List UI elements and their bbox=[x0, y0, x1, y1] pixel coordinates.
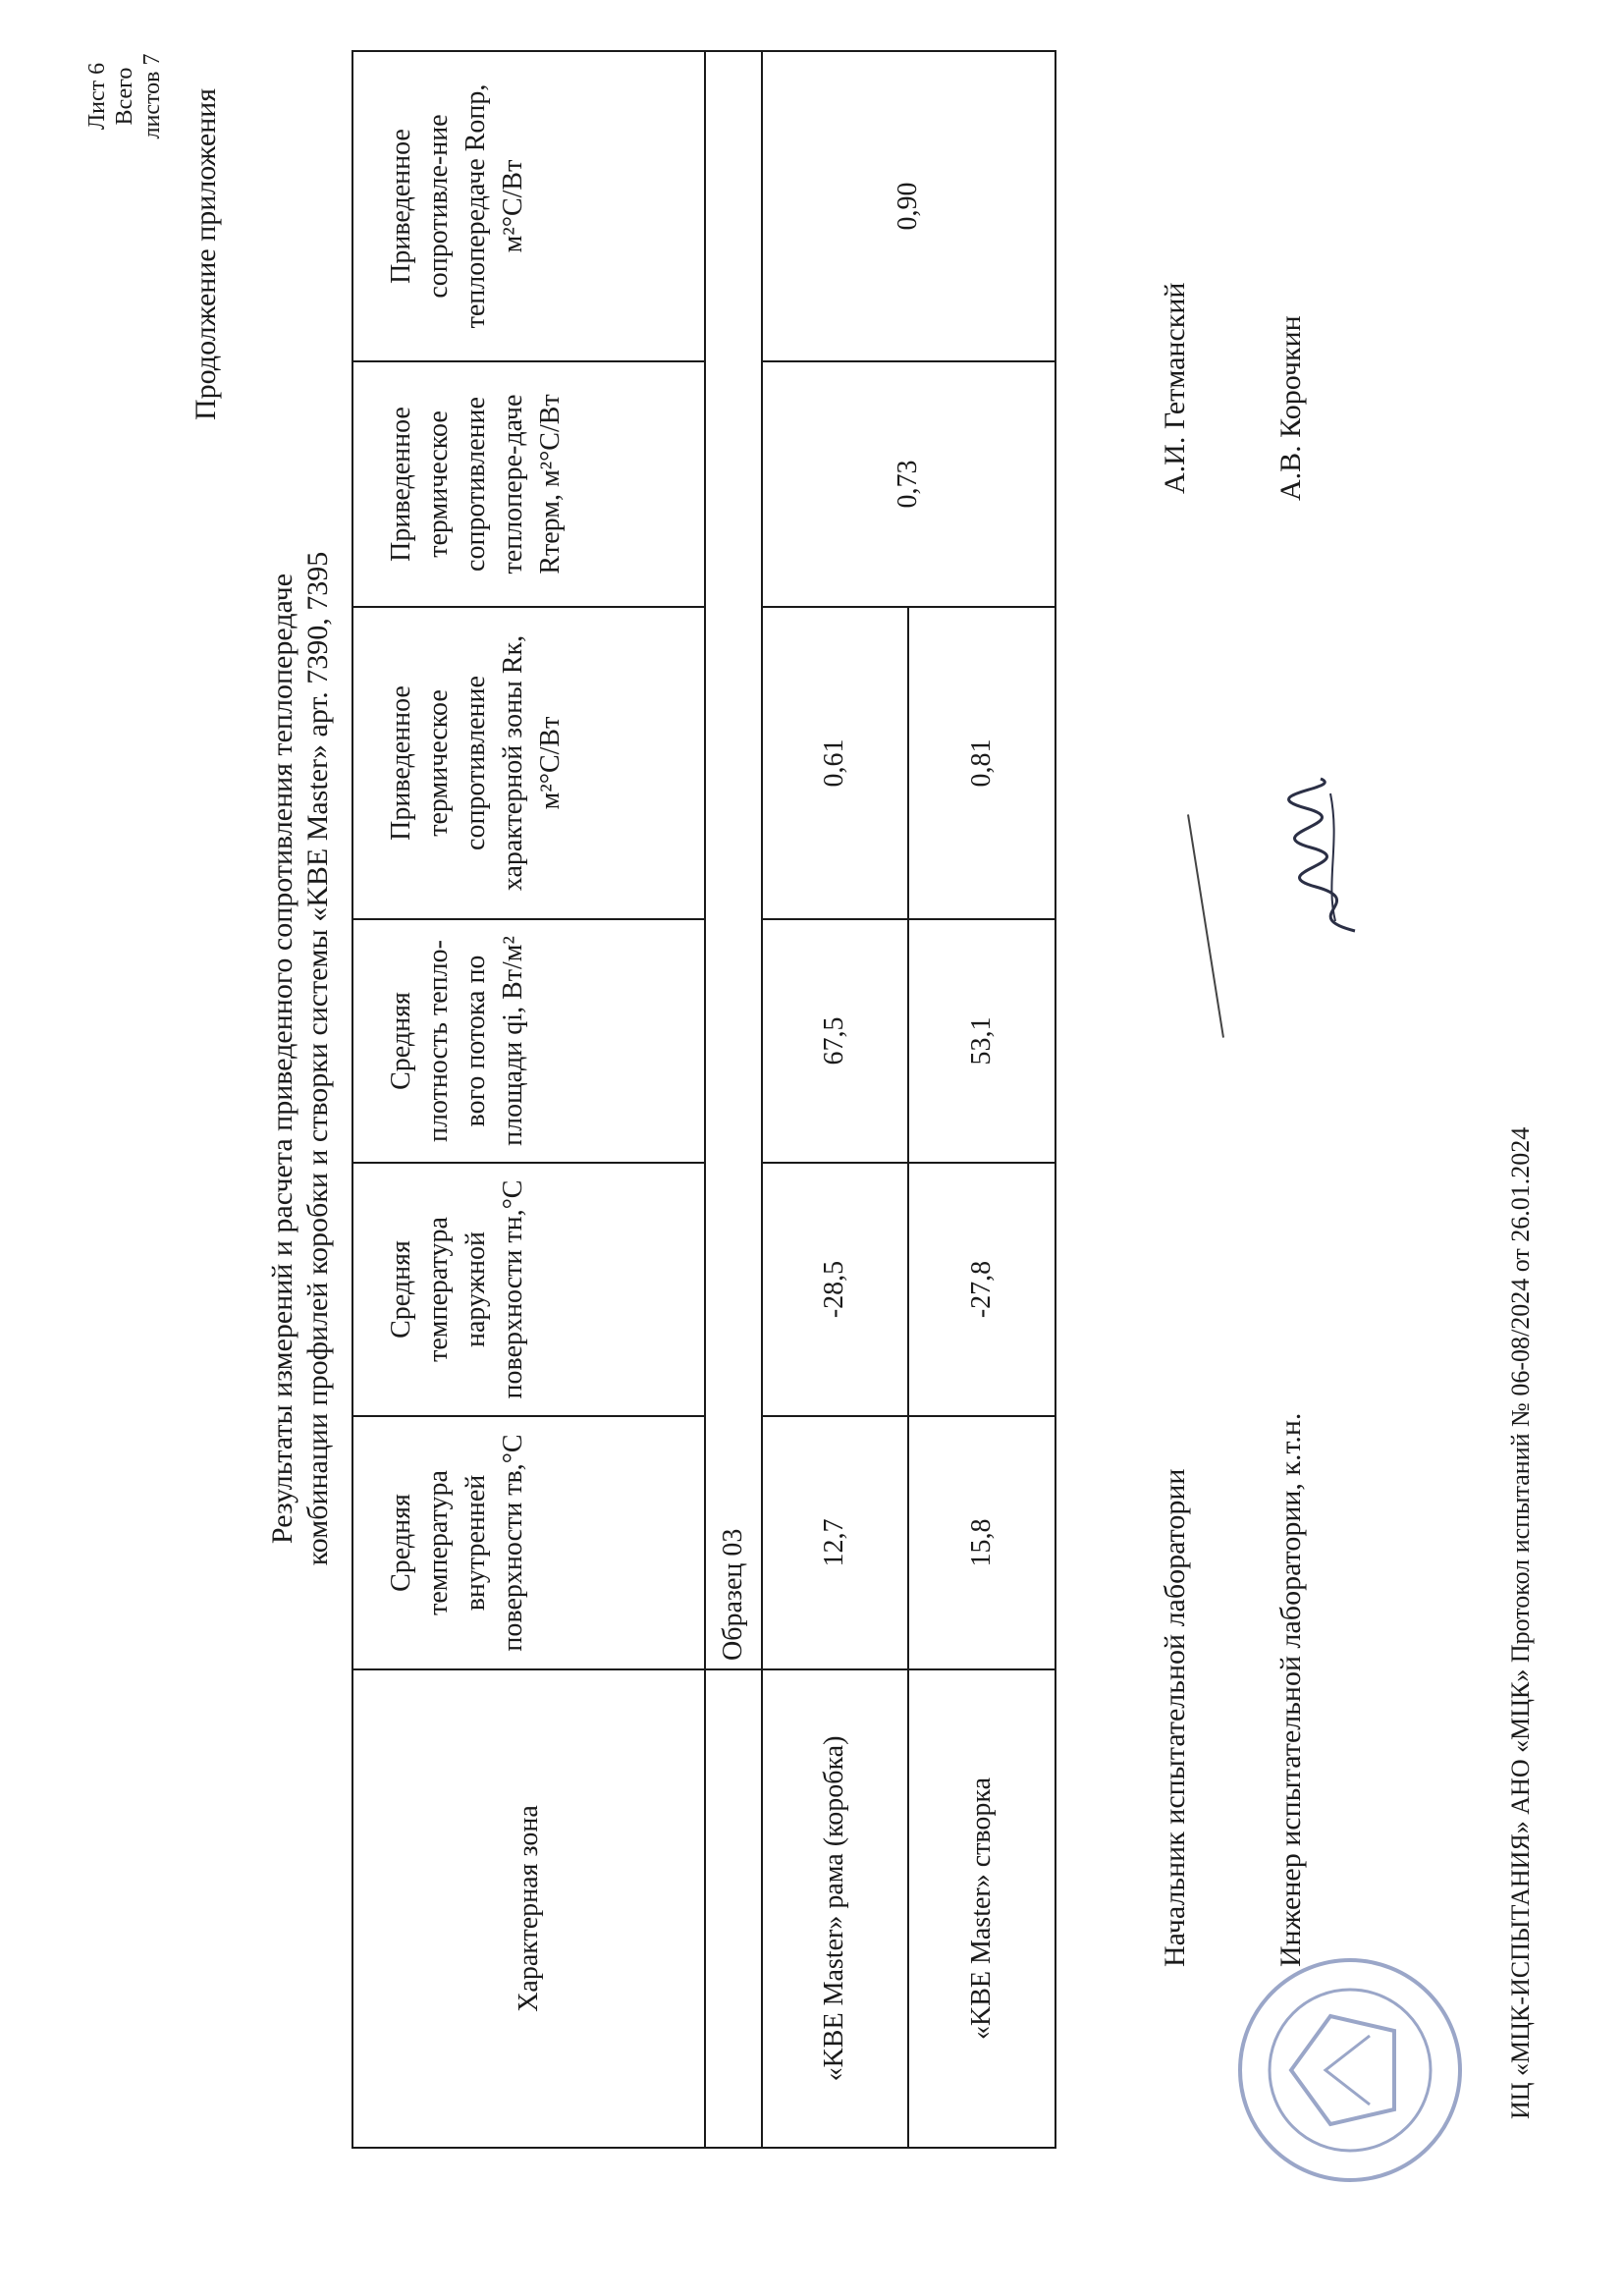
r-term-cell: 0,73 bbox=[762, 361, 1055, 607]
title-line-1: Результаты измерений и расчета приведенного сопротивления теплопередаче bbox=[266, 573, 298, 1545]
r-zone-cell: 0,61 bbox=[762, 607, 909, 919]
sheet-total: Всего листов 7 bbox=[112, 53, 165, 139]
signature-stroke-head bbox=[1187, 814, 1224, 1037]
heat-flux-cell: 67,5 bbox=[762, 919, 909, 1163]
header-t-out: Средняя температура наружной поверхности тн,°С bbox=[352, 1163, 705, 1416]
title-line-2: комбинации профилей коробки и створки системы «KBE Master» арт. 7390, 7395 bbox=[301, 551, 334, 1566]
signature-name-head: А.И. Гетманский bbox=[1159, 282, 1191, 494]
header-r-opr: Приведенное сопротивле-ние теплопередаче Rопр, м²°С/Вт bbox=[352, 51, 705, 361]
sheet-number: Лист 6 bbox=[84, 62, 110, 131]
sheet-counter bbox=[83, 32, 166, 160]
signature-position-head: Начальник испытательной лаборатории bbox=[1159, 1468, 1191, 1967]
t-out-cell: -28,5 bbox=[762, 1163, 909, 1416]
handwritten-signature bbox=[1276, 774, 1384, 941]
header-zone: Характерная зона bbox=[352, 1669, 705, 2148]
protocol-footer: ИЦ «МЦК-ИСПЫТАНИЯ» АНО «МЦК» Протокол испытаний № 06-08/2024 от 26.01.2024 bbox=[1506, 1126, 1535, 2119]
t-in-cell: 12,7 bbox=[762, 1416, 909, 1669]
results-table bbox=[352, 50, 1056, 2149]
table-row bbox=[762, 51, 909, 2148]
header-t-in: Средняя температура внутренней поверхности тв,°С bbox=[352, 1416, 705, 1669]
zone-cell: «KBE Master» рама (коробка) bbox=[762, 1669, 909, 2148]
sample-blank-cell bbox=[705, 1669, 761, 2148]
signature-position-engineer: Инженер испытательной лаборатории, к.т.н. bbox=[1274, 1412, 1307, 1967]
page-title bbox=[265, 293, 336, 1825]
laboratory-seal-icon bbox=[1232, 1952, 1468, 2188]
sample-label: Образец 03 bbox=[705, 51, 761, 1669]
continuation-label: Продолжение приложения bbox=[189, 87, 222, 420]
zone-cell: «KBE Master» створка bbox=[908, 1669, 1055, 2148]
heat-flux-cell: 53,1 bbox=[908, 919, 1055, 1163]
signature-name-engineer: А.В. Корочкин bbox=[1274, 315, 1307, 501]
r-zone-cell: 0,81 bbox=[908, 607, 1055, 919]
header-r-term: Приведенное термическое сопротивление теплопере-даче Rтерм, м²°С/Вт bbox=[352, 361, 705, 607]
header-r-zone: Приведенное термическое сопротивление характерной зоны Rк, м²°С/Вт bbox=[352, 607, 705, 919]
t-in-cell: 15,8 bbox=[908, 1416, 1055, 1669]
t-out-cell: -27,8 bbox=[908, 1163, 1055, 1416]
header-heat-flux: Средняя плотность тепло-вого потока по площади qi, Вт/м² bbox=[352, 919, 705, 1163]
r-opr-cell: 0,90 bbox=[762, 51, 1055, 361]
